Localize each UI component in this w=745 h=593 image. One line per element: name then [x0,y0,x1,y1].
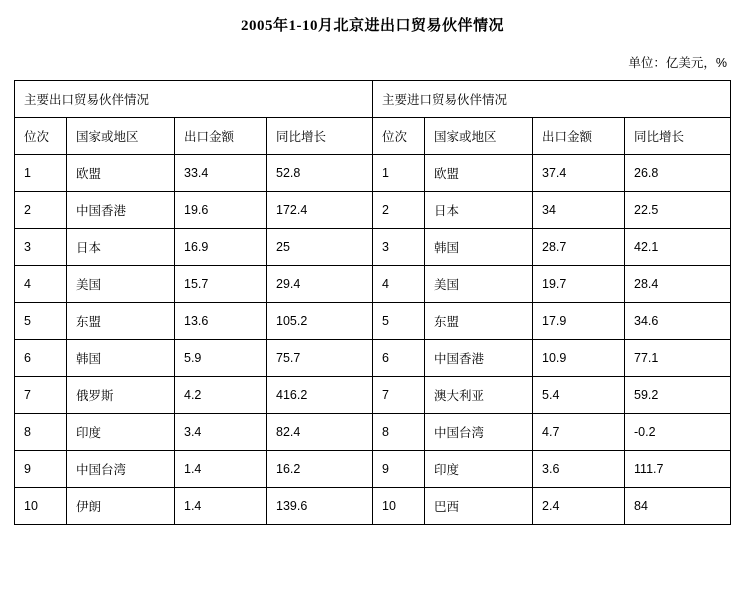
export-country: 中国台湾 [67,451,175,488]
header-import-rank: 位次 [373,118,425,155]
export-country: 欧盟 [67,155,175,192]
export-rank: 5 [15,303,67,340]
table-row [15,414,731,451]
export-amount: 16.9 [175,229,267,266]
table-row [15,340,731,377]
import-rank: 8 [373,414,425,451]
export-country: 日本 [67,229,175,266]
import-rank: 2 [373,192,425,229]
export-country: 俄罗斯 [67,377,175,414]
import-amount: 5.4 [533,377,625,414]
export-growth: 75.7 [267,340,373,377]
export-amount: 3.4 [175,414,267,451]
import-growth: 111.7 [625,451,731,488]
import-country: 欧盟 [425,155,533,192]
header-export-amount: 出口金额 [175,118,267,155]
document-page [0,14,745,593]
table-row [15,266,731,303]
header-export-rank: 位次 [15,118,67,155]
import-growth: 22.5 [625,192,731,229]
import-country: 中国香港 [425,340,533,377]
import-amount: 37.4 [533,155,625,192]
import-rank: 5 [373,303,425,340]
header-import-growth: 同比增长 [625,118,731,155]
trade-partners-table-wrapper [14,80,731,525]
export-growth: 29.4 [267,266,373,303]
table-row [15,377,731,414]
table-row [15,155,731,192]
import-amount: 34 [533,192,625,229]
table-row [15,303,731,340]
header-import-country: 国家或地区 [425,118,533,155]
import-amount: 4.7 [533,414,625,451]
export-amount: 1.4 [175,451,267,488]
header-export-growth: 同比增长 [267,118,373,155]
export-rank: 7 [15,377,67,414]
import-growth: 59.2 [625,377,731,414]
export-amount: 19.6 [175,192,267,229]
export-rank: 2 [15,192,67,229]
export-section-header: 主要出口贸易伙伴情况 [15,81,373,118]
import-rank: 7 [373,377,425,414]
export-growth: 52.8 [267,155,373,192]
export-rank: 9 [15,451,67,488]
unit-note: 单位：亿美元，% [628,56,727,70]
export-rank: 8 [15,414,67,451]
import-country: 巴西 [425,488,533,525]
import-growth: 77.1 [625,340,731,377]
export-rank: 4 [15,266,67,303]
export-growth: 25 [267,229,373,266]
export-growth: 105.2 [267,303,373,340]
import-amount: 19.7 [533,266,625,303]
export-rank: 10 [15,488,67,525]
import-country: 澳大利亚 [425,377,533,414]
import-amount: 2.4 [533,488,625,525]
import-growth: 84 [625,488,731,525]
import-amount: 17.9 [533,303,625,340]
table-row [15,488,731,525]
header-export-country: 国家或地区 [67,118,175,155]
table-column-header-row [15,118,731,155]
import-rank: 6 [373,340,425,377]
import-country: 美国 [425,266,533,303]
table-row [15,229,731,266]
import-growth: 34.6 [625,303,731,340]
export-country: 伊朗 [67,488,175,525]
import-amount: 28.7 [533,229,625,266]
import-amount: 3.6 [533,451,625,488]
import-growth: 28.4 [625,266,731,303]
import-growth: 26.8 [625,155,731,192]
import-rank: 10 [373,488,425,525]
export-amount: 1.4 [175,488,267,525]
export-growth: 416.2 [267,377,373,414]
import-rank: 3 [373,229,425,266]
import-country: 韩国 [425,229,533,266]
export-growth: 82.4 [267,414,373,451]
import-rank: 4 [373,266,425,303]
header-import-amount: 出口金额 [533,118,625,155]
import-growth: 42.1 [625,229,731,266]
export-country: 美国 [67,266,175,303]
export-growth: 139.6 [267,488,373,525]
export-amount: 33.4 [175,155,267,192]
export-amount: 4.2 [175,377,267,414]
export-country: 印度 [67,414,175,451]
trade-partners-table [14,80,731,525]
export-growth: 172.4 [267,192,373,229]
table-section-header-row [15,81,731,118]
import-rank: 1 [373,155,425,192]
table-row [15,192,731,229]
export-rank: 1 [15,155,67,192]
import-growth: -0.2 [625,414,731,451]
export-amount: 5.9 [175,340,267,377]
export-country: 东盟 [67,303,175,340]
import-country: 印度 [425,451,533,488]
page-title: 2005年1-10月北京进出口贸易伙伴情况 [241,18,504,34]
import-country: 中国台湾 [425,414,533,451]
import-country: 日本 [425,192,533,229]
export-rank: 3 [15,229,67,266]
export-country: 韩国 [67,340,175,377]
export-country: 中国香港 [67,192,175,229]
import-amount: 10.9 [533,340,625,377]
import-rank: 9 [373,451,425,488]
export-amount: 15.7 [175,266,267,303]
export-growth: 16.2 [267,451,373,488]
export-rank: 6 [15,340,67,377]
export-amount: 13.6 [175,303,267,340]
import-section-header: 主要进口贸易伙伴情况 [373,81,731,118]
import-country: 东盟 [425,303,533,340]
table-row [15,451,731,488]
